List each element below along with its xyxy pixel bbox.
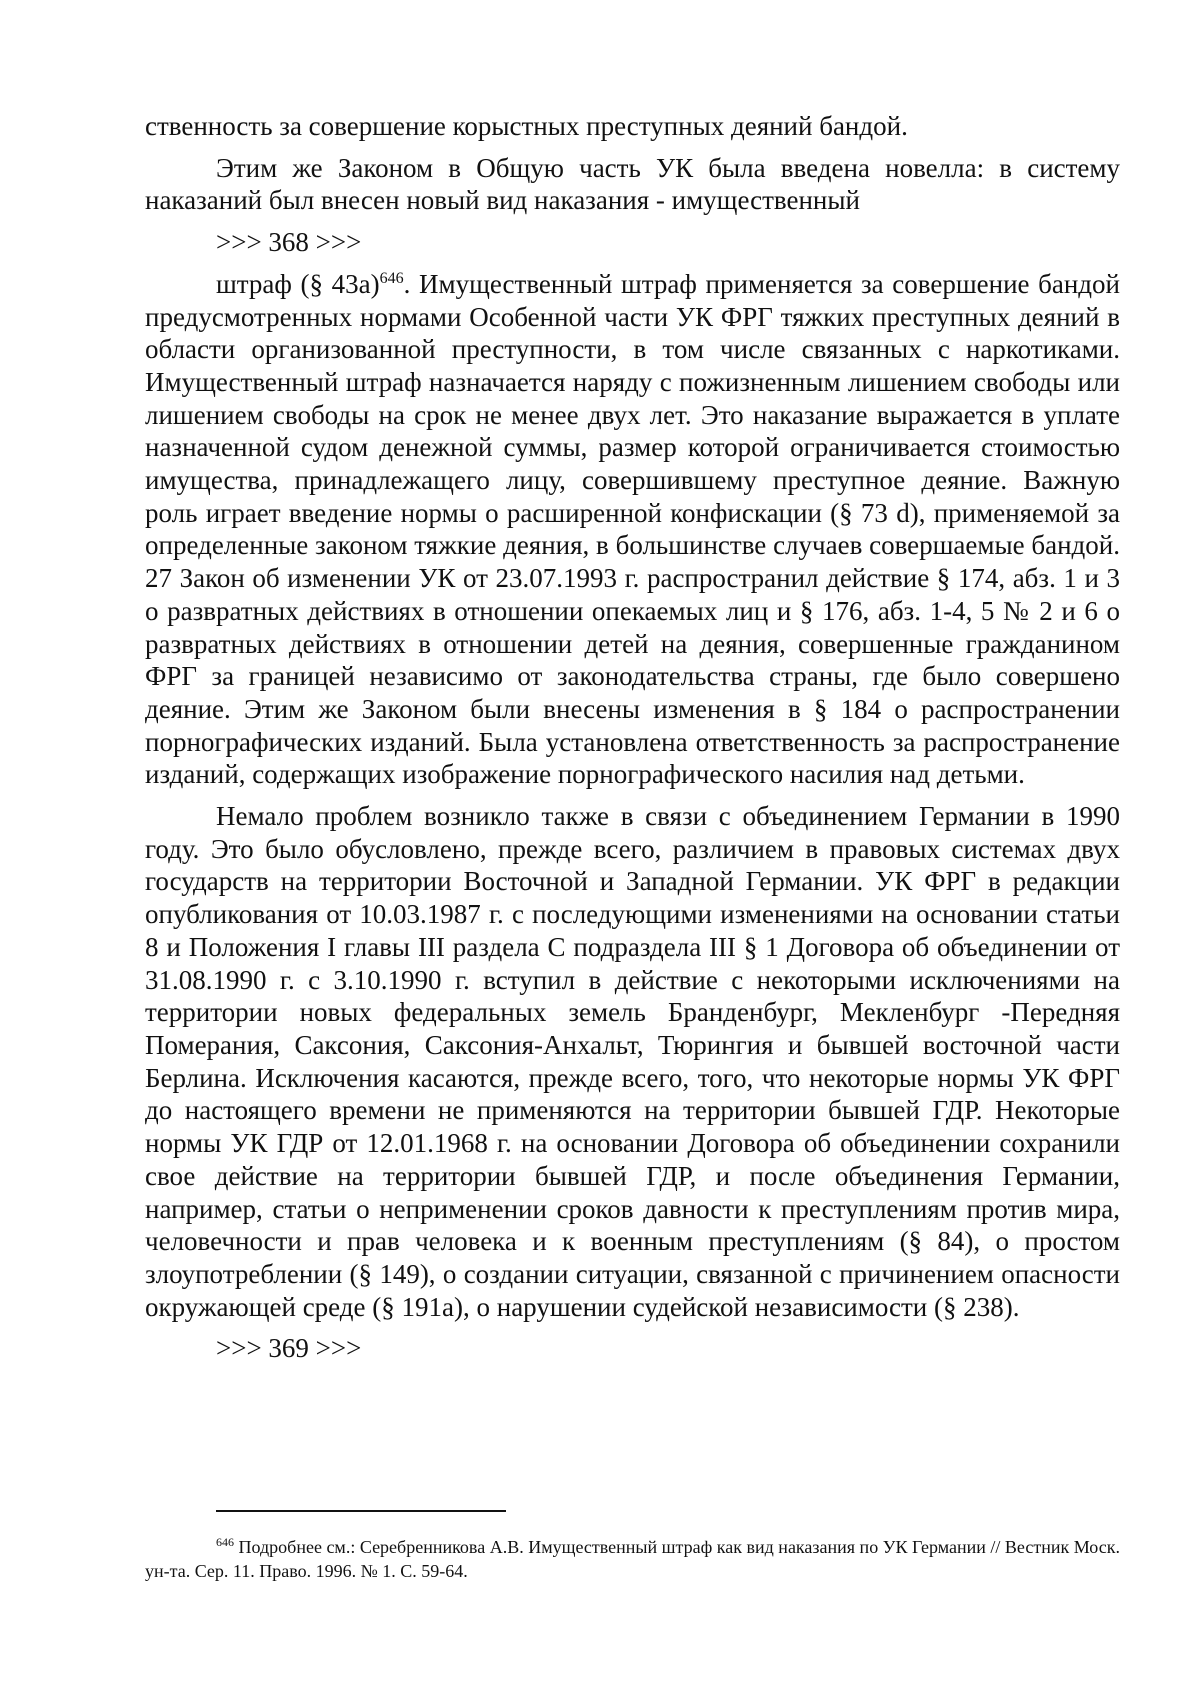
footnote xyxy=(145,1535,1120,1583)
paragraph-property-fine xyxy=(145,268,1120,791)
paragraph-reunification: Немало проблем возникло также в связи с объединением Германии в 1990 году. Это было обусловлено, прежде всего, различием в правовых системах двух государств на территории Восточной и Западной Германии. УК ФРГ в редакции опубликования от 10.03.1987 г. с последующими изменениями на основании статьи 8 и Положения I главы III раздела С подраздела III § 1 Договора об объединении от 31.08.1990 г. с 3.10.1990 г. вступил в действие с некоторыми исключениями на территории новых федеральных земель Бранденбург, Мекленбург -Передняя Померания, Саксония, Саксония-Анхальт, Тюрингия и бывшей восточной части Берлина. Исключения касаются, прежде всего, того, что некоторые нормы УК ФРГ до настоящего времени не применяются на территории бывшей ГДР. Некоторые нормы УК ГДР от 12.01.1968 г. на основании Договора об объединении сохранили свое действие на территории бывшей ГДР, и после объединения Германии, например, статьи о неприменении сроков давности к преступлениям против мира, человечности и прав человека и к военным преступлениям (§ 84), о простом злоупотреблении (§ 149), о создании ситуации, связанной с причинением опасности окружающей среде (§ 191а), о нарушении судейской независимости (§ 238). xyxy=(145,801,1120,1322)
footnote-text: Подробнее см.: Серебренникова А.В. Имущественный штраф как вид наказания по УК Германии // Вестник Моск. ун-та. Сер. 11. Право. 1996. № 1. С. 59-64. xyxy=(145,1537,1120,1581)
page-marker-369: >>> 369 >>> xyxy=(216,1333,362,1364)
paragraph-continuation: ственность за совершение корыстных преступных деяний бандой. xyxy=(145,111,908,141)
page-body xyxy=(145,110,1120,1374)
footnote-reference: 646 xyxy=(379,269,404,287)
paragraph-property-fine-start: штраф (§ 43а) xyxy=(216,268,380,299)
footnote-separator xyxy=(216,1510,506,1512)
paragraph-penalty-novelty: Этим же Законом в Общую часть УК была введена новелла: в систему наказаний был внесен новый вид наказания - имущественный xyxy=(145,152,1120,216)
page-marker-368: >>> 368 >>> xyxy=(216,227,362,258)
paragraph-property-fine-rest: . Имущественный штраф применяется за совершение бандой предусмотренных нормами Особенной части УК ФРГ тяжких преступных деяний в области организованной преступности, в том числе связанных с наркотиками. Имущественный штраф назначается наряду с пожизненным лишением свободы или лишением свободы на срок не менее двух лет. Это наказание выражается в уплате назначенной судом денежной суммы, размер которой ограничивается стоимостью имущества, принадлежащего лицу, совершившему преступное деяние. Важную роль играет введение нормы о расширенной конфискации (§ 73 d), применяемой за определенные законом тяжкие деяния, в большинстве случаев совершаемые бандой. 27 Закон об изменении УК от 23.07.1993 г. распространил действие § 174, абз. 1 и 3 о развратных действиях в отношении опекаемых лиц и § 176, абз. 1-4, 5 № 2 и 6 о развратных действиях в отношении детей на деяния, совершенные гражданином ФРГ за границей независимо от законодательства страны, где было совершено деяние. Этим же Законом были внесены изменения в § 184 о распространении порнографических изданий. Была установлена ответственность за распространение изданий, содержащих изображение порнографического насилия над детьми. xyxy=(145,268,1120,790)
footnote-number: 646 xyxy=(216,1535,234,1549)
